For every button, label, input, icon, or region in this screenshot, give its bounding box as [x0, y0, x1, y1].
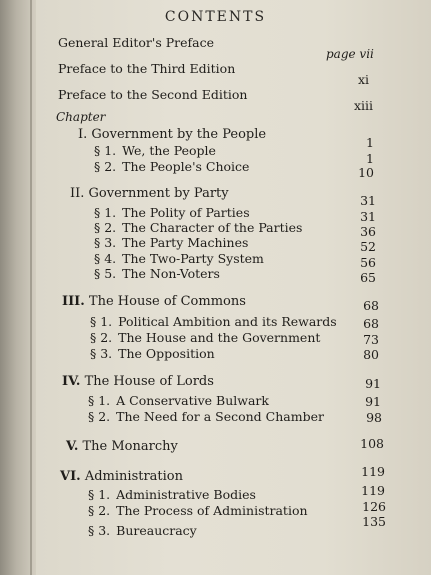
chapter-page: 68 — [363, 298, 379, 313]
section-title: The Process of Administration — [116, 503, 308, 518]
section-page: 52 — [360, 239, 376, 254]
chapter-page: 1 — [366, 135, 374, 150]
section-number: § 2. — [90, 330, 113, 345]
chapter-title — [62, 294, 246, 309]
preface-title: General Editor's Preface — [58, 35, 214, 50]
preface-title: Preface to the Third Edition — [58, 61, 236, 76]
section-entry — [88, 487, 256, 502]
chapter-title — [70, 186, 229, 201]
section-entry — [94, 251, 264, 266]
section-title: Bureaucracy — [116, 523, 197, 538]
section-entry — [94, 235, 248, 250]
chapter-title — [66, 439, 178, 454]
section-title: The Non-Voters — [122, 266, 220, 281]
section-number: § 3. — [90, 346, 113, 361]
chapter-title — [62, 374, 214, 389]
chapter-number: VI. — [60, 469, 81, 484]
section-title: Administrative Bodies — [116, 487, 256, 502]
chapter-name: The House of Lords — [84, 374, 214, 389]
section-number: § 1. — [88, 393, 111, 408]
section-title: The House and the Government — [118, 330, 321, 345]
chapter-page: 31 — [360, 193, 376, 208]
chapter-label: Chapter — [56, 110, 106, 124]
chapter-page: 108 — [360, 436, 384, 451]
chapter-name: The Monarchy — [82, 439, 178, 454]
section-entry — [88, 393, 269, 408]
section-page: 98 — [366, 410, 382, 425]
section-title: Political Ambition and its Rewards — [118, 314, 337, 329]
section-number: § 1. — [94, 143, 117, 158]
section-title: The Two-Party System — [122, 251, 264, 266]
chapter-number: IV. — [62, 374, 81, 389]
section-page: 65 — [360, 270, 376, 285]
section-entry — [88, 409, 324, 424]
section-entry — [94, 220, 302, 235]
section-entry — [88, 523, 197, 538]
section-number: § 2. — [88, 503, 111, 518]
section-entry — [94, 159, 249, 174]
preface-page: page vii — [326, 47, 374, 61]
section-entry — [94, 205, 250, 220]
section-entry — [88, 503, 308, 518]
section-number: § 1. — [94, 205, 117, 220]
chapter-name: Government by Party — [88, 186, 229, 201]
section-title: The Party Machines — [122, 235, 249, 250]
section-title: The Opposition — [118, 346, 215, 361]
section-page: 73 — [363, 332, 379, 347]
section-number: § 1. — [88, 487, 111, 502]
section-entry — [90, 314, 337, 329]
section-page: 1 — [366, 151, 374, 166]
chapter-number: I. — [78, 127, 88, 142]
section-page: 80 — [363, 347, 379, 362]
preface-title: Preface to the Second Edition — [58, 87, 248, 102]
preface-page: xi — [358, 72, 370, 87]
section-page: 56 — [360, 255, 376, 270]
contents-heading: CONTENTS — [164, 9, 267, 25]
section-number: § 3. — [94, 235, 117, 250]
section-entry — [94, 143, 216, 158]
section-number: § 1. — [90, 314, 113, 329]
section-entry — [94, 266, 220, 281]
section-number: § 3. — [88, 523, 111, 538]
chapter-number: III. — [62, 294, 85, 309]
section-page: 10 — [358, 165, 374, 180]
section-title: We, the People — [122, 143, 216, 158]
binding-line — [30, 0, 32, 575]
section-number: § 2. — [94, 220, 117, 235]
chapter-page: 119 — [361, 464, 385, 479]
section-page: 31 — [360, 209, 376, 224]
chapter-number: V. — [66, 439, 79, 454]
section-page: 36 — [360, 224, 376, 239]
chapter-title — [60, 469, 183, 484]
section-title: The Character of the Parties — [122, 220, 303, 235]
chapter-name: Government by the People — [91, 127, 267, 142]
section-number: § 2. — [88, 409, 111, 424]
section-number: § 5. — [94, 266, 117, 281]
section-page: 119 — [361, 483, 385, 498]
section-page: 68 — [363, 316, 379, 331]
chapter-title — [78, 127, 266, 142]
section-number: § 2. — [94, 159, 117, 174]
section-title: A Conservative Bulwark — [116, 393, 269, 408]
section-title: The Polity of Parties — [122, 205, 250, 220]
chapter-number: II. — [70, 186, 85, 201]
chapter-page: 91 — [365, 376, 381, 391]
section-title: The Need for a Second Chamber — [116, 409, 324, 424]
section-number: § 4. — [94, 251, 117, 266]
preface-page: xiii — [354, 98, 374, 113]
section-page: 126 — [362, 499, 386, 514]
chapter-name: Administration — [84, 469, 184, 484]
section-page: 135 — [362, 514, 386, 529]
chapter-name: The House of Commons — [88, 294, 246, 309]
section-entry — [90, 330, 320, 345]
section-entry — [90, 346, 215, 361]
section-page: 91 — [365, 394, 381, 409]
section-title: The People's Choice — [122, 159, 250, 174]
